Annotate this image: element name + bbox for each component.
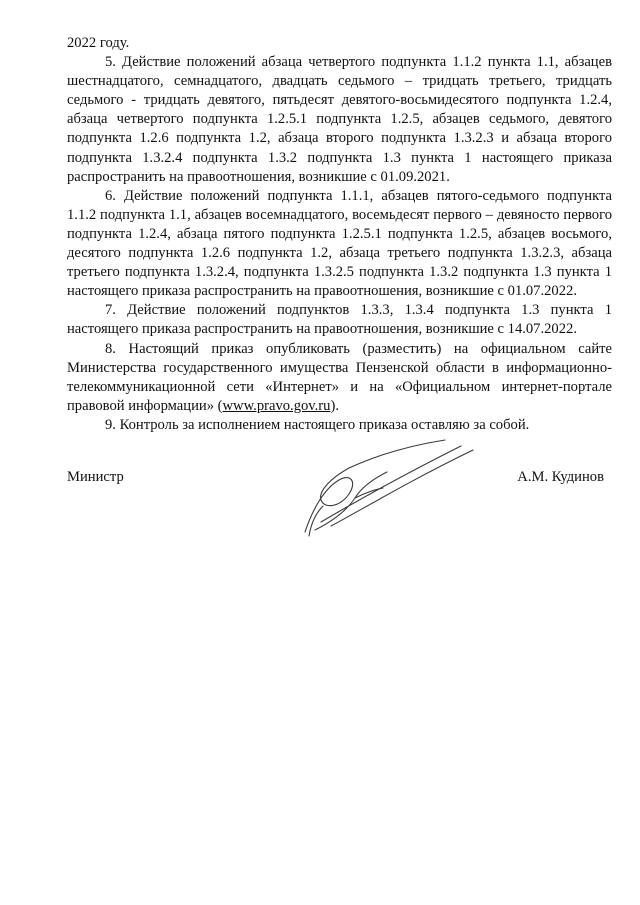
position-title: Министр	[67, 469, 124, 485]
paragraph-7: 7. Действие положений подпунктов 1.3.3, 1.3.4 подпункта 1.3 пункта 1 настоящего приказа распространить на правоотношения, возникшие с 14.07.2022.	[67, 302, 612, 338]
pravo-gov-link[interactable]: www.pravo.gov.ru	[222, 397, 331, 414]
paragraph-5: 5. Действие положений абзаца четвертого подпункта 1.1.2 пункта 1.1, абзацев шестнадцатого, семнадцатого, двадцать седьмого – тридцать третьего, тридцать седьмого - тридцать девятого, пятьдесят девятого-восьмидесятого подпункта 1.2.4, абзаца четвертого подпункта 1.2.5.1 подпункта 1.2.5, абзацев седьмого, девятого подпункта 1.2.6 подпункта 1.2, абзаца второго подпункта 1.3.2.3 и абзаца второго подпункта 1.3.2.4 подпункта 1.3.2 подпункта 1.3 пункта 1 настоящего приказа распространить на правоотношения, возникшие с 01.09.2021.	[67, 54, 612, 185]
paragraph-9: 9. Контроль за исполнением настоящего приказа оставляю за собой.	[105, 416, 530, 433]
continuation-text: 2022 году.	[67, 35, 130, 51]
paragraph-6: 6. Действие положений подпункта 1.1.1, абзацев пятого-седьмого подпункта 1.1.2 подпункта 1.1, абзацев восемнадцатого, восемьдесят первого – девяносто первого подпункта 1.2.4, абзаца пятого подпункта 1.2.5.1 подпункта 1.2.5, абзацев восьмого, десятого подпункта 1.2.6 подпункта 1.2, абзаца третьего подпункта 1.3.2.3, абзаца третьего подпункта 1.3.2.4, подпункта 1.3.2.5 подпункта 1.3.2 подпункта 1.3 пункта 1 настоящего приказа распространить на правоотношения, возникшие с 01.07.2022.	[67, 187, 612, 300]
paragraph-8-text: 8. Настоящий приказ опубликовать (разместить) на официальном сайте Министерства государственного имущества Пензенской области в информационно-телекоммуникационной сети «Интернет» и на «Официальном интернет-портале правовой информации» (	[67, 340, 612, 414]
paragraph-8	[67, 340, 612, 416]
paragraph-8-end: ).	[330, 397, 339, 414]
signer-name: А.М. Кудинов	[517, 469, 604, 485]
document-body	[67, 34, 612, 435]
signature-block	[67, 468, 612, 548]
handwritten-signature	[291, 436, 481, 544]
